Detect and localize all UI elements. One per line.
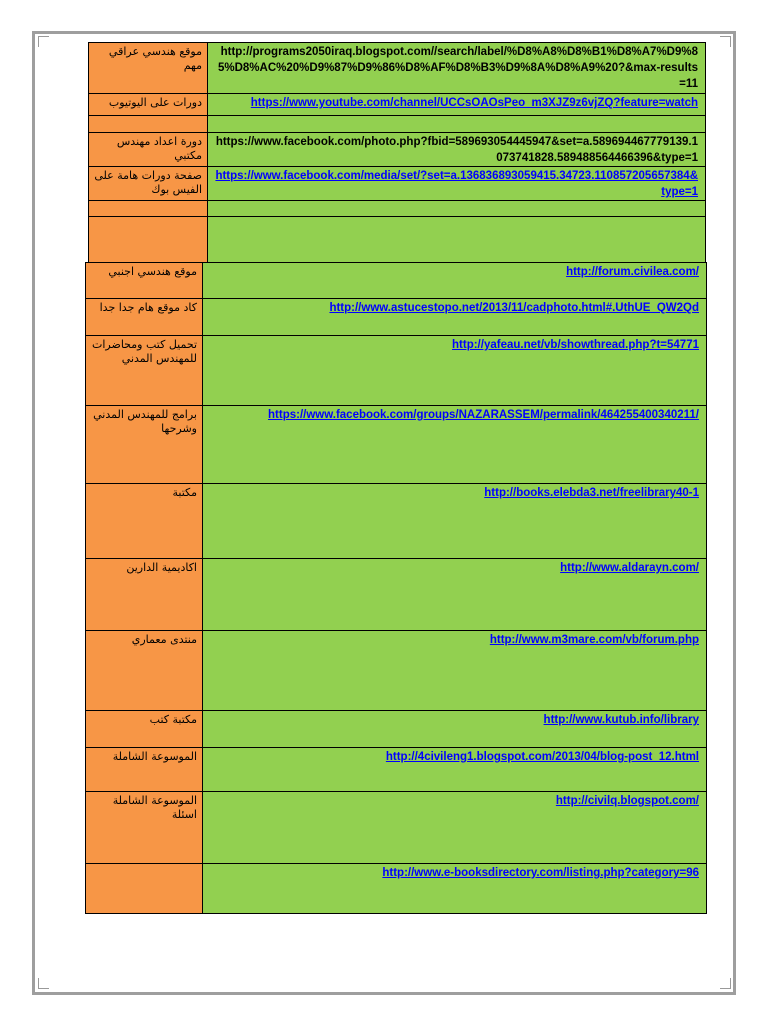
table-row — [89, 94, 706, 116]
table-row — [89, 217, 706, 264]
crop-mark — [720, 978, 731, 989]
url-link[interactable]: http://www.aldarayn.com/ — [560, 562, 699, 574]
row-url-cell — [203, 631, 707, 711]
row-label — [89, 201, 208, 217]
row-url-cell — [208, 133, 706, 167]
row-label: دورة اعداد مهندس مكتبي — [89, 133, 208, 167]
url-link[interactable]: http://www.m3mare.com/vb/forum.php — [489, 634, 699, 646]
row-label: منتدى معماري — [86, 631, 203, 711]
row-url-cell — [203, 748, 707, 792]
row-label: الموسوعة الشاملة — [86, 748, 203, 792]
row-url-cell — [203, 559, 707, 631]
row-label — [89, 217, 208, 264]
row-url-cell — [208, 116, 706, 133]
row-url-cell — [203, 864, 707, 914]
row-url-cell — [208, 43, 706, 94]
table-row — [86, 299, 707, 336]
row-label: دورات على اليوتيوب — [89, 94, 208, 116]
row-url-cell — [208, 217, 706, 264]
row-url-cell — [203, 336, 707, 406]
table-row — [89, 133, 706, 167]
row-label: الموسوعة الشاملة اسئلة — [86, 792, 203, 864]
row-label: صفحة دورات هامة على الفيس بوك — [89, 167, 208, 201]
row-label: مكتبة كتب — [86, 711, 203, 748]
table-row — [86, 792, 707, 864]
crop-mark — [720, 36, 731, 47]
row-url-cell — [208, 201, 706, 217]
url-link[interactable]: http://www.kutub.info/library — [543, 714, 699, 726]
crop-mark — [38, 978, 49, 989]
row-label: اكاديمية الدارين — [86, 559, 203, 631]
row-url-cell — [203, 711, 707, 748]
crop-mark — [38, 36, 49, 47]
table-row — [89, 116, 706, 133]
row-url-cell — [203, 299, 707, 336]
row-label: تحميل كتب ومحاضرات للمهندس المدني — [86, 336, 203, 406]
row-url-cell — [203, 406, 707, 484]
table-row — [86, 748, 707, 792]
row-url-cell — [208, 94, 706, 116]
row-url-cell — [203, 792, 707, 864]
row-label — [86, 864, 203, 914]
url-link[interactable]: https://www.youtube.com/channel/UCCsOAOsPeo_m3XJZ9z6vjZQ?feature=watch — [250, 97, 698, 109]
url-link[interactable]: https://www.facebook.com/media/set/?set=a.136836893059415.34723.110857205657384&type=1 — [215, 170, 698, 198]
url-link[interactable]: http://www.astucestopo.net/2013/11/cadphoto.html#.UthUE_QW2Qd — [329, 302, 699, 314]
table-row — [89, 201, 706, 217]
url-link[interactable]: http://4civileng1.blogspot.com/2013/04/blog-post_12.html — [385, 751, 699, 763]
table-row — [89, 167, 706, 201]
url-text: http://programs2050iraq.blogspot.com//search/label/%D8%A8%D8%B1%D8%A7%D9%85%D8%AC%20%D9%87%D9%86%D8%AF%D8%B3%D9%8A%D8%A9%20?&max-results=11 — [217, 46, 698, 90]
row-url-cell — [203, 263, 707, 299]
links-table-top — [88, 42, 706, 264]
table-row — [86, 631, 707, 711]
url-link[interactable]: http://books.elebda3.net/freelibrary40-1 — [484, 487, 699, 499]
url-link[interactable]: http://yafeau.net/vb/showthread.php?t=54771 — [452, 339, 699, 351]
links-table-bottom — [85, 262, 707, 914]
table-row — [86, 263, 707, 299]
table-row — [86, 559, 707, 631]
row-label — [89, 116, 208, 133]
url-link[interactable]: https://www.facebook.com/groups/NAZARASSEM/permalink/464255400340211/ — [268, 409, 699, 421]
url-link[interactable]: http://civilq.blogspot.com/ — [555, 795, 699, 807]
row-label: مكتبة — [86, 484, 203, 559]
row-label: موقع هندسي اجنبي — [86, 263, 203, 299]
url-link[interactable]: http://www.e-booksdirectory.com/listing.php?category=96 — [382, 867, 699, 879]
table-row — [86, 406, 707, 484]
table-row — [86, 336, 707, 406]
table-row — [86, 864, 707, 914]
row-label: برامج للمهندس المدني وشرحها — [86, 406, 203, 484]
table-row — [86, 484, 707, 559]
row-label: كاد موقع هام جدا جدا — [86, 299, 203, 336]
url-text: https://www.facebook.com/photo.php?fbid=589693054445947&set=a.589694467779139.1073741828.589488564466396&type=1 — [215, 136, 698, 164]
row-url-cell — [208, 167, 706, 201]
table-row — [89, 43, 706, 94]
row-url-cell — [203, 484, 707, 559]
url-link[interactable]: http://forum.civilea.com/ — [566, 266, 699, 278]
row-label: موقع هندسي عراقي مهم — [89, 43, 208, 94]
table-row — [86, 711, 707, 748]
